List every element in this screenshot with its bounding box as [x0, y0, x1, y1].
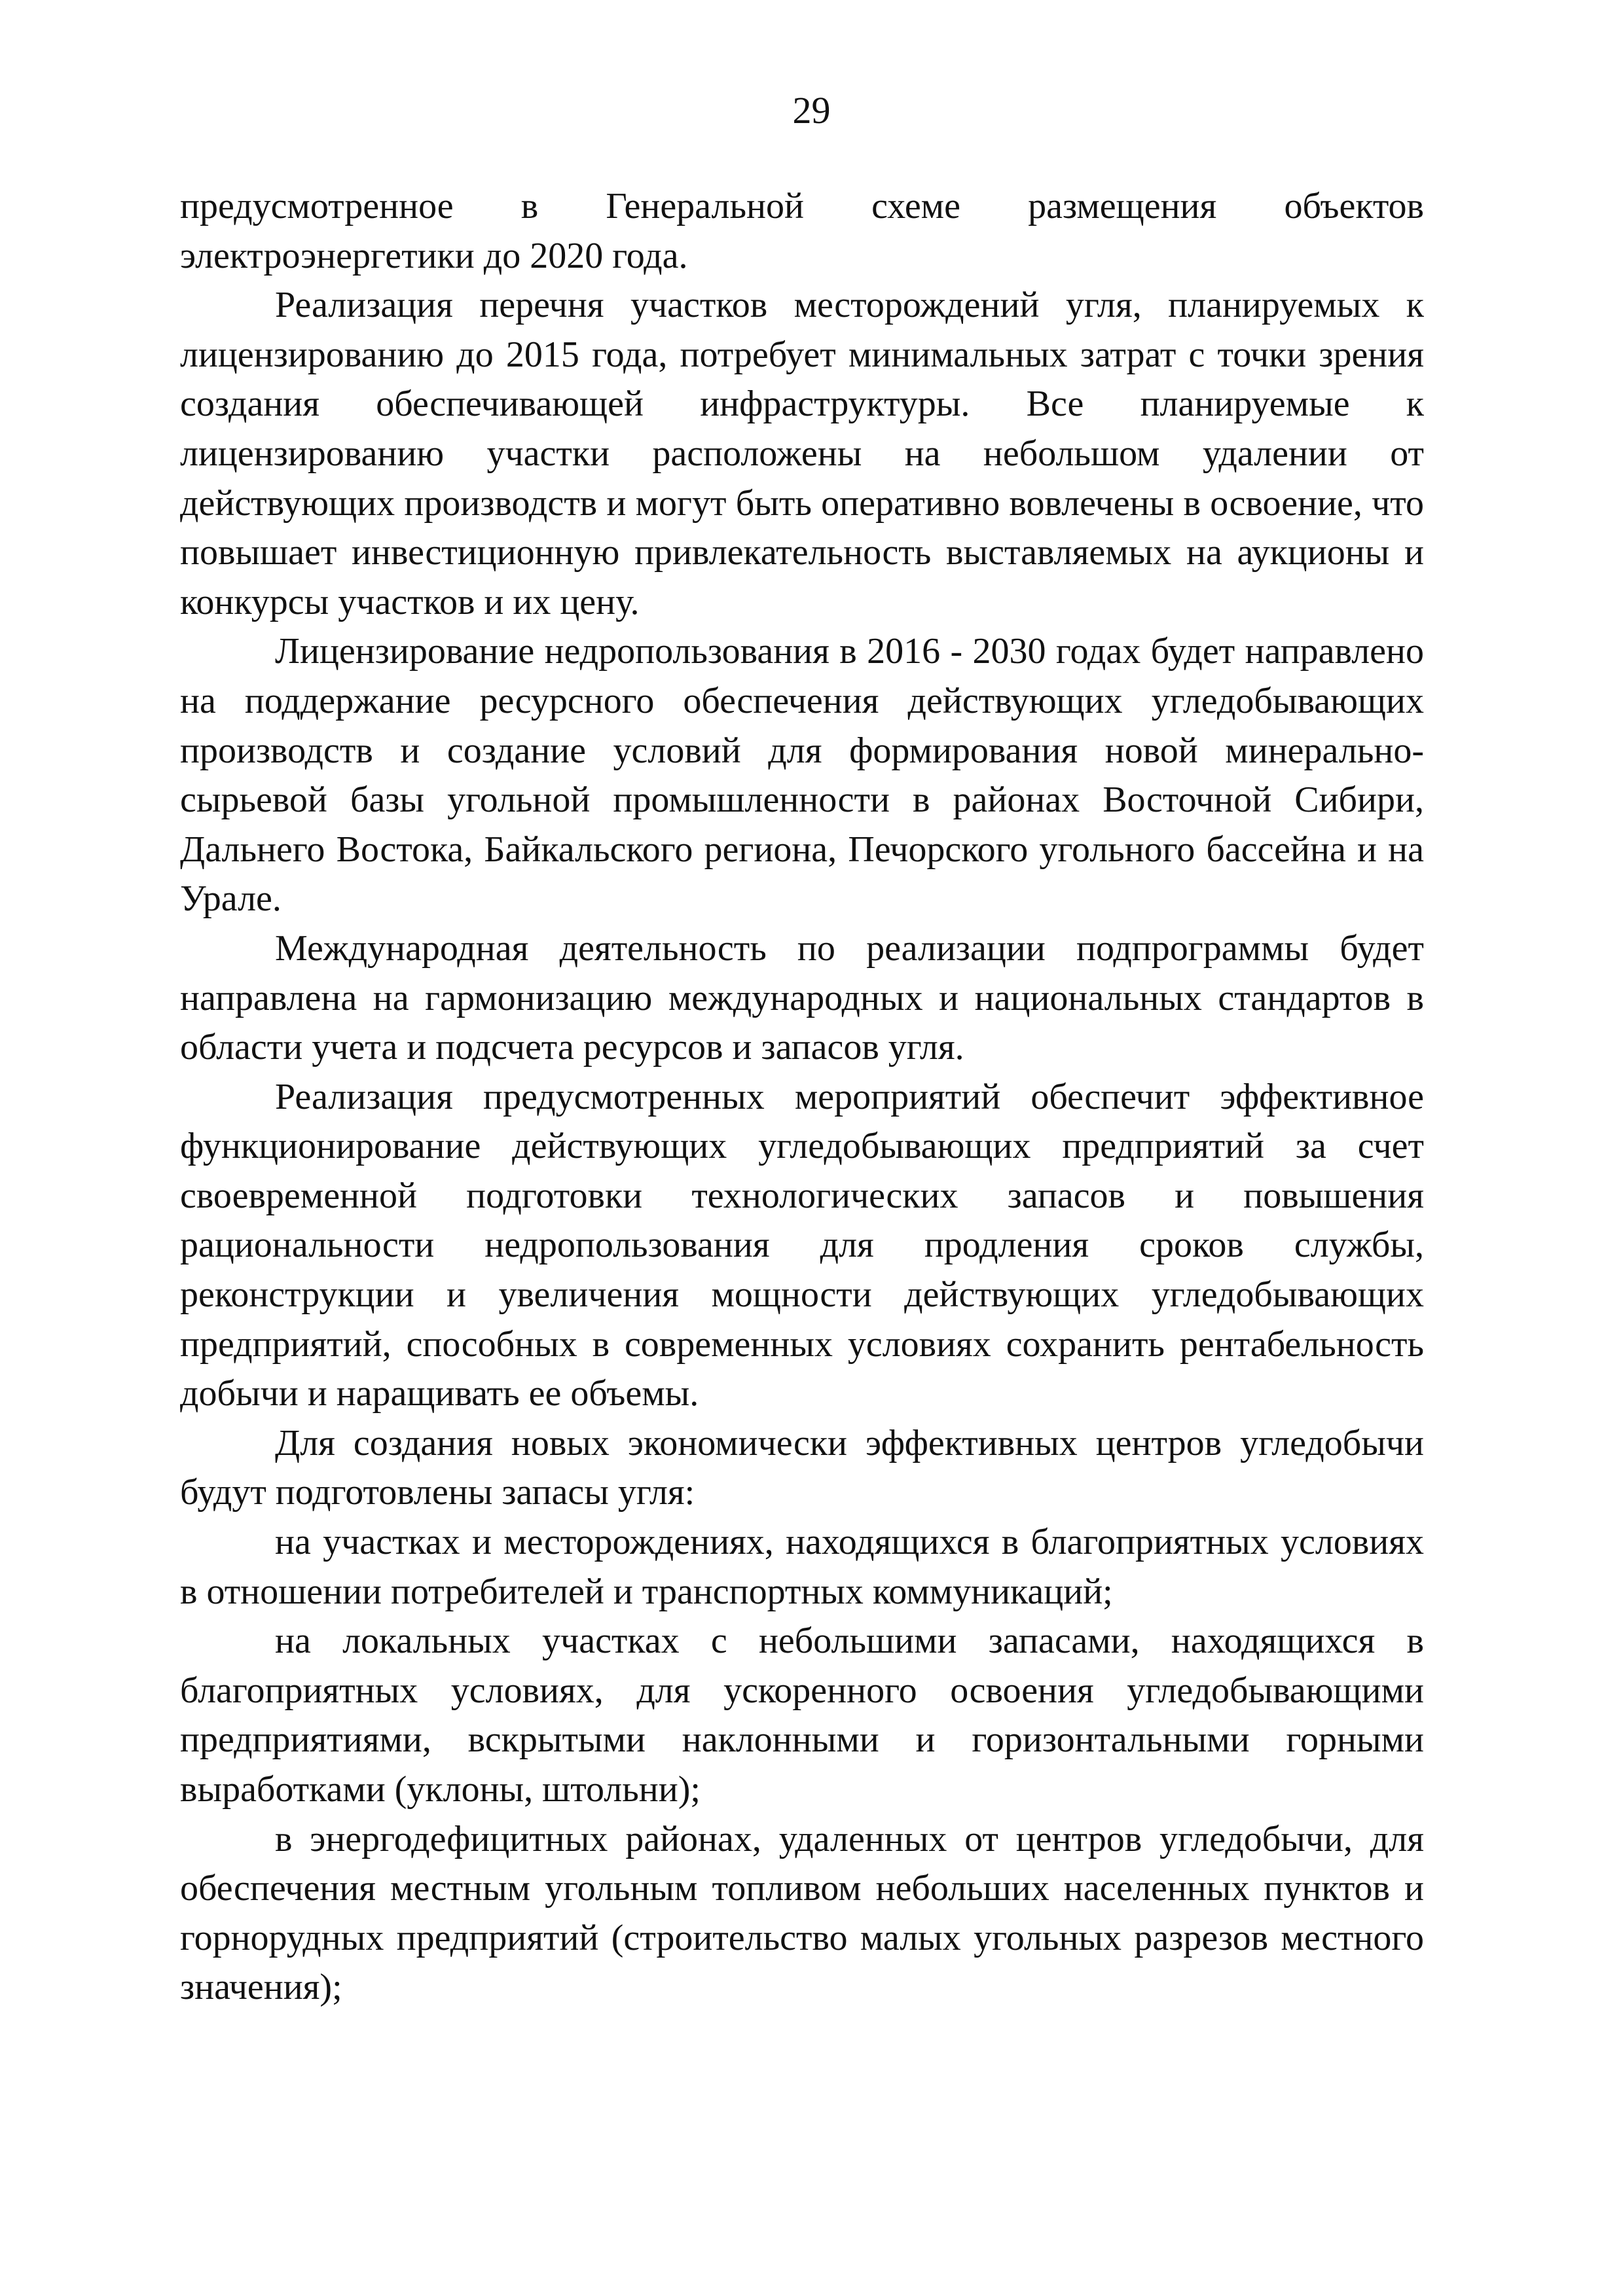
list-item-energy-deficit-areas: в энергодефицитных районах, удаленных от центров угледобычи, для обеспечения местным угольным топливом небольших населенных пунктов и горнорудных предприятий (строительство малых угольных разрезов местного значения); — [180, 1818, 1424, 2008]
document-body — [180, 182, 1424, 2013]
list-item-favorable-deposits: на участках и месторождениях, находящихся в благоприятных условиях в отношении потребителей и транспортных коммуникаций; — [180, 1522, 1424, 1612]
paragraph-licensing-2016-2030: Лицензирование недропользования в 2016 - 2030 годах будет направлено на поддержание ресурсного обеспечения действующих угледобывающих производств и создание условий для формирования новой минерально-сырьевой базы угольной промышленности в районах Восточной Сибири, Дальнего Востока, Байкальского региона, Печорского угольного бассейна и на Урале. — [180, 631, 1424, 920]
page-number: 29 — [792, 89, 831, 132]
paragraph-international-activity: Международная деятельность по реализации подпрограммы будет направлена на гармонизацию международных и национальных стандартов в области учета и подсчета ресурсов и запасов угля. — [180, 927, 1424, 1068]
paragraph-new-centers: Для создания новых экономически эффективных центров угледобычи будут подготовлены запасы угля: — [180, 1422, 1424, 1513]
paragraph-measures-effect: Реализация предусмотренных мероприятий обеспечит эффективное функционирование действующих угледобывающих предприятий за счет своевременной подготовки технологических запасов и повышения рациональности недропользования для продления сроков службы, реконструкции и увеличения мощности действующих угледобывающих предприятий, способных в современных условиях сохранить рентабельность добычи и наращивать ее объемы. — [180, 1076, 1424, 1414]
list-item-local-sites: на локальных участках с небольшими запасами, находящихся в благоприятных условиях, для ускоренного освоения угледобывающими предприятиями, вскрытыми наклонными и горизонтальными горными выработками (уклоны, штольни); — [180, 1621, 1424, 1810]
paragraph-continuation: предусмотренное в Генеральной схеме размещения объектов электроэнергетики до 2020 года. — [180, 186, 1424, 276]
paragraph-licensing-2015: Реализация перечня участков месторождений угля, планируемых к лицензированию до 2015 года, потребует минимальных затрат с точки зрения создания обеспечивающей инфраструктуры. Все планируемые к лицензированию участки расположены на небольшом удалении от действующих производств и могут быть оперативно вовлечены в освоение, что повышает инвестиционную привлекательность выставляемых на аукционы и конкурсы участков и их цену. — [180, 285, 1424, 622]
